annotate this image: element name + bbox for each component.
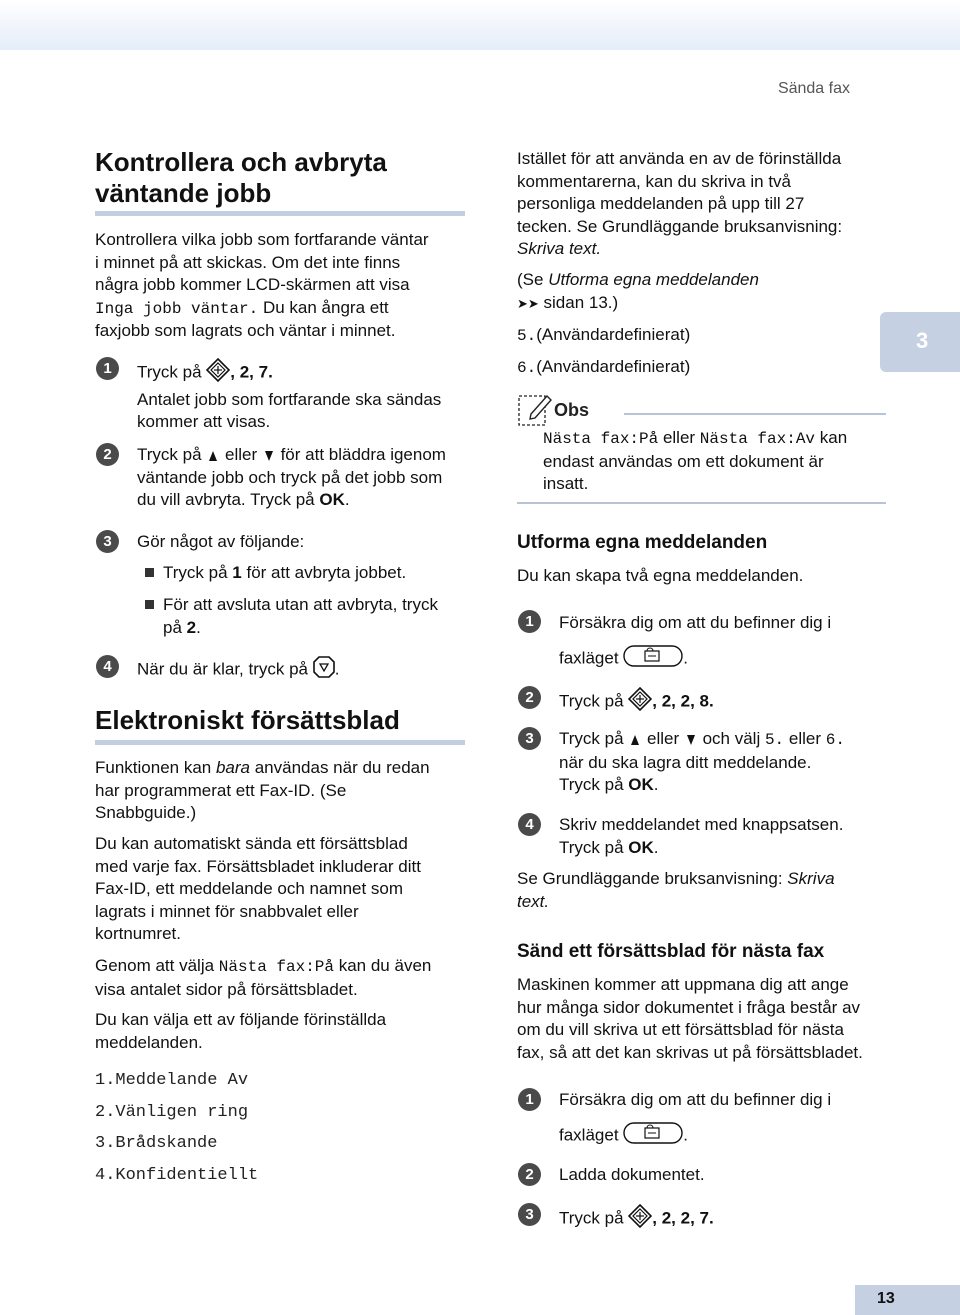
text-line: Istället för att använda en av de förinställda <box>517 149 842 168</box>
text-line: väntande jobb och tryck på det jobb som <box>137 467 443 487</box>
step-text <box>559 687 714 718</box>
step-number: 4 <box>518 813 541 836</box>
text: . <box>683 1125 689 1145</box>
text-line: För att avsluta utan att avbryta, tryck <box>163 595 438 614</box>
preset-message-list <box>95 1065 258 1191</box>
menu-key-icon <box>206 358 230 389</box>
text-line: kommentarerna, kan du skriva in två <box>517 171 792 191</box>
step-text <box>559 728 889 797</box>
text: för att bläddra igenom <box>275 445 446 464</box>
text: . <box>196 617 201 637</box>
step-number: 2 <box>518 686 541 709</box>
step-text <box>559 1204 714 1235</box>
text-line: faxjobb som lagrats och väntar i minnet. <box>95 321 396 340</box>
text-line <box>163 617 473 640</box>
text: 6. <box>517 359 537 377</box>
list-item: 4.Konfidentiellt <box>95 1165 259 1185</box>
double-arrow-icon: ➤➤ <box>517 295 539 311</box>
text-line <box>559 1122 889 1151</box>
text-line <box>543 427 888 451</box>
subsection-title: Sänd ett försättsblad för nästa fax <box>517 941 825 962</box>
list-item: 3.Brådskande <box>95 1134 218 1153</box>
text-line <box>559 774 889 797</box>
step-text <box>559 1089 889 1150</box>
title-line: Kontrollera och avbryta <box>95 147 387 177</box>
step-number: 1 <box>96 357 119 380</box>
title-rule <box>95 211 465 216</box>
text-line <box>95 297 475 321</box>
text-line: Försäkra dig om att du befinner dig i <box>559 613 832 632</box>
note-rule <box>624 413 886 415</box>
text-line: Skriva text. <box>517 239 602 258</box>
step-2-text <box>137 444 482 512</box>
paragraph <box>95 955 475 1001</box>
paragraph: Du kan skapa två egna meddelanden. <box>517 566 804 585</box>
ok-key-label: OK <box>628 775 654 794</box>
text: Tryck på <box>559 1208 629 1228</box>
text-line: hur många sidor dokumentet i fråga består av <box>517 997 861 1017</box>
text: 6. <box>825 731 845 749</box>
option-6 <box>517 356 690 380</box>
text: faxläget <box>559 648 619 668</box>
text: Tryck på <box>137 362 207 382</box>
fax-mode-key-icon <box>623 1122 683 1151</box>
text-line <box>559 728 889 752</box>
text: Nästa fax:Av <box>699 430 816 448</box>
text-line: Antalet jobb som fortfarande ska sändas <box>137 389 442 409</box>
step-text: Ladda dokumentet. <box>559 1165 705 1184</box>
text-line: Kontrollera vilka jobb som fortfarande väntar <box>95 230 429 249</box>
text-line: Maskinen kommer att uppmana dig att ange <box>517 975 849 994</box>
text: . <box>344 490 350 509</box>
running-header: Sända fax <box>777 80 850 97</box>
text-line: i minnet på att skickas. Om det inte finns <box>95 252 401 272</box>
page-number-box <box>855 1285 960 1315</box>
text: Tryck på <box>559 691 629 711</box>
text: . <box>334 659 340 679</box>
list-item: 2.Vänligen ring <box>95 1102 249 1122</box>
step-1-text <box>137 358 477 434</box>
cross-reference <box>517 269 887 315</box>
paragraph <box>517 148 887 261</box>
text-line: Du kan välja ett av följande förinställda <box>95 1010 387 1029</box>
key-sequence: , 2, 7. <box>230 362 273 382</box>
step-number: 2 <box>518 1163 541 1186</box>
menu-key-icon <box>628 1204 652 1235</box>
text: Tryck på <box>559 837 629 857</box>
text: Tryck på <box>163 563 233 582</box>
step-text <box>559 612 889 673</box>
text-line: kortnumret. <box>95 924 181 943</box>
text-line: personliga meddelanden på upp till 27 <box>517 194 805 213</box>
text: faxläget <box>559 1125 619 1145</box>
title-rule <box>95 740 465 745</box>
key-label: 1 <box>232 563 242 582</box>
text: bara <box>215 758 250 777</box>
text-line <box>95 955 475 979</box>
lcd-message: Inga jobb väntar. <box>95 299 259 318</box>
text-line: endast användas om ett dokument är <box>543 451 824 471</box>
paragraph <box>95 833 475 946</box>
text-line: kommer att visas. <box>137 412 271 431</box>
section-title-forsattsblad: Elektroniskt försättsblad <box>95 705 400 735</box>
text-line: om du vill skriva ut ett försättsblad för nästa <box>517 1020 844 1039</box>
text: på <box>163 617 187 637</box>
text: kan du även <box>334 956 432 975</box>
text: eller <box>784 729 826 748</box>
intro-paragraph <box>95 229 475 343</box>
up-arrow-icon <box>209 451 217 461</box>
text: du vill avbryta. Tryck på <box>137 490 320 509</box>
text-line: fax, så att det kan skrivas ut på försättsbladet. <box>517 1042 863 1062</box>
step-number: 3 <box>96 530 119 553</box>
text-line <box>95 757 475 780</box>
top-band <box>0 0 960 50</box>
text: sidan 13.) <box>538 292 619 312</box>
text-line: Försäkra dig om att du befinner dig i <box>559 1090 832 1109</box>
paragraph <box>517 974 892 1064</box>
chapter-number: 3 <box>916 328 929 353</box>
bullet-text <box>163 562 406 585</box>
text-line <box>559 645 889 674</box>
menu-key-icon <box>628 687 652 718</box>
step-number: 3 <box>518 1203 541 1226</box>
note-text <box>543 427 888 496</box>
text: kan <box>815 428 848 447</box>
key-sequence: , 2, 2, 8. <box>652 691 714 711</box>
text-line <box>137 444 482 467</box>
text: eller <box>658 428 700 447</box>
bullet-icon <box>145 600 154 609</box>
page-number: 13 <box>877 1290 895 1307</box>
text: Du kan ångra ett <box>258 297 389 317</box>
text-line: när du ska lagra ditt meddelande. <box>559 752 812 772</box>
ok-key-label: OK <box>628 837 654 857</box>
text-line: tecken. Se Grundläggande bruksanvisning: <box>517 216 843 236</box>
paragraph <box>95 757 475 825</box>
text: (Användardefinierat) <box>536 357 691 376</box>
text: (Användardefinierat) <box>536 325 691 344</box>
stop-exit-icon <box>313 656 335 685</box>
text: . <box>653 837 659 857</box>
down-arrow-icon <box>687 735 695 745</box>
list-item: 1.Meddelande Av <box>95 1071 249 1090</box>
step-number: 4 <box>96 655 119 678</box>
bullet-icon <box>145 568 154 577</box>
text-line: text. <box>517 891 550 911</box>
step-number: 2 <box>96 443 119 466</box>
text-line <box>517 292 887 316</box>
text: Genom att välja <box>95 956 219 975</box>
step-text <box>559 814 889 859</box>
text-line: Du kan automatiskt sända ett försättsblad <box>95 834 408 853</box>
step-number: 1 <box>518 610 541 633</box>
bullet-text <box>163 594 473 639</box>
text: för att avbryta jobbet. <box>241 563 407 582</box>
text-line: Fax-ID, ett meddelande och namnet som <box>95 879 404 898</box>
text-line <box>517 868 887 891</box>
lcd-option: Nästa fax:På <box>218 958 334 976</box>
text: eller <box>642 729 684 748</box>
key-label: 2 <box>186 617 197 637</box>
text-line <box>559 837 889 860</box>
text-line: Snabbguide.) <box>95 803 197 822</box>
text-line <box>517 269 887 292</box>
text: Skriva <box>787 869 835 888</box>
text: . <box>683 648 689 668</box>
text: . <box>653 775 659 794</box>
key-sequence: , 2, 2, 7. <box>652 1208 714 1228</box>
text: Tryck på <box>559 729 629 748</box>
text: Nästa fax:På <box>543 430 659 448</box>
paragraph <box>517 868 887 913</box>
text-line <box>137 489 482 512</box>
text: När du är klar, tryck på <box>137 659 313 679</box>
text: 5. <box>764 731 785 749</box>
text-line <box>137 358 477 389</box>
up-arrow-icon <box>631 735 639 745</box>
text: Funktionen kan <box>95 758 216 777</box>
text: och välj <box>697 729 765 748</box>
section-title-kontrollera <box>95 147 387 209</box>
text-line: några jobb kommer LCD-skärmen att visa <box>95 275 410 294</box>
text-line: visa antalet sidor på försättsbladet. <box>95 979 358 999</box>
text: Se Grundläggande bruksanvisning: <box>517 869 788 888</box>
text: Utforma egna meddelanden <box>548 270 759 289</box>
chapter-tab <box>880 312 960 372</box>
option-5 <box>517 324 690 348</box>
text: användas när du redan <box>250 758 430 777</box>
text: 5. <box>517 327 537 345</box>
fax-mode-key-icon <box>623 645 683 674</box>
text-line: lagrats i minnet för snabbvalet eller <box>95 901 359 921</box>
paragraph <box>95 1009 475 1054</box>
text: (Se <box>517 270 549 289</box>
text-line: insatt. <box>543 474 589 493</box>
text-line: meddelanden. <box>95 1032 203 1052</box>
step-number: 3 <box>518 727 541 750</box>
text: eller <box>220 445 262 464</box>
text-line: Skriv meddelandet med knappsatsen. <box>559 815 844 834</box>
note-rule <box>517 502 886 504</box>
text: Tryck på <box>137 445 207 464</box>
ok-key-label: OK <box>319 490 345 509</box>
text-line: har programmerat ett Fax-ID. (Se <box>95 780 347 800</box>
text-line: med varje fax. Försättsbladet inkluderar ditt <box>95 856 421 876</box>
step-3-text: Gör något av följande: <box>137 532 305 551</box>
note-title: Obs <box>554 400 590 420</box>
title-line: väntande jobb <box>95 178 272 208</box>
step-number: 1 <box>518 1088 541 1111</box>
subsection-title: Utforma egna meddelanden <box>517 532 768 553</box>
text: Tryck på <box>559 775 629 794</box>
down-arrow-icon <box>265 451 273 461</box>
step-4-text <box>137 656 339 685</box>
